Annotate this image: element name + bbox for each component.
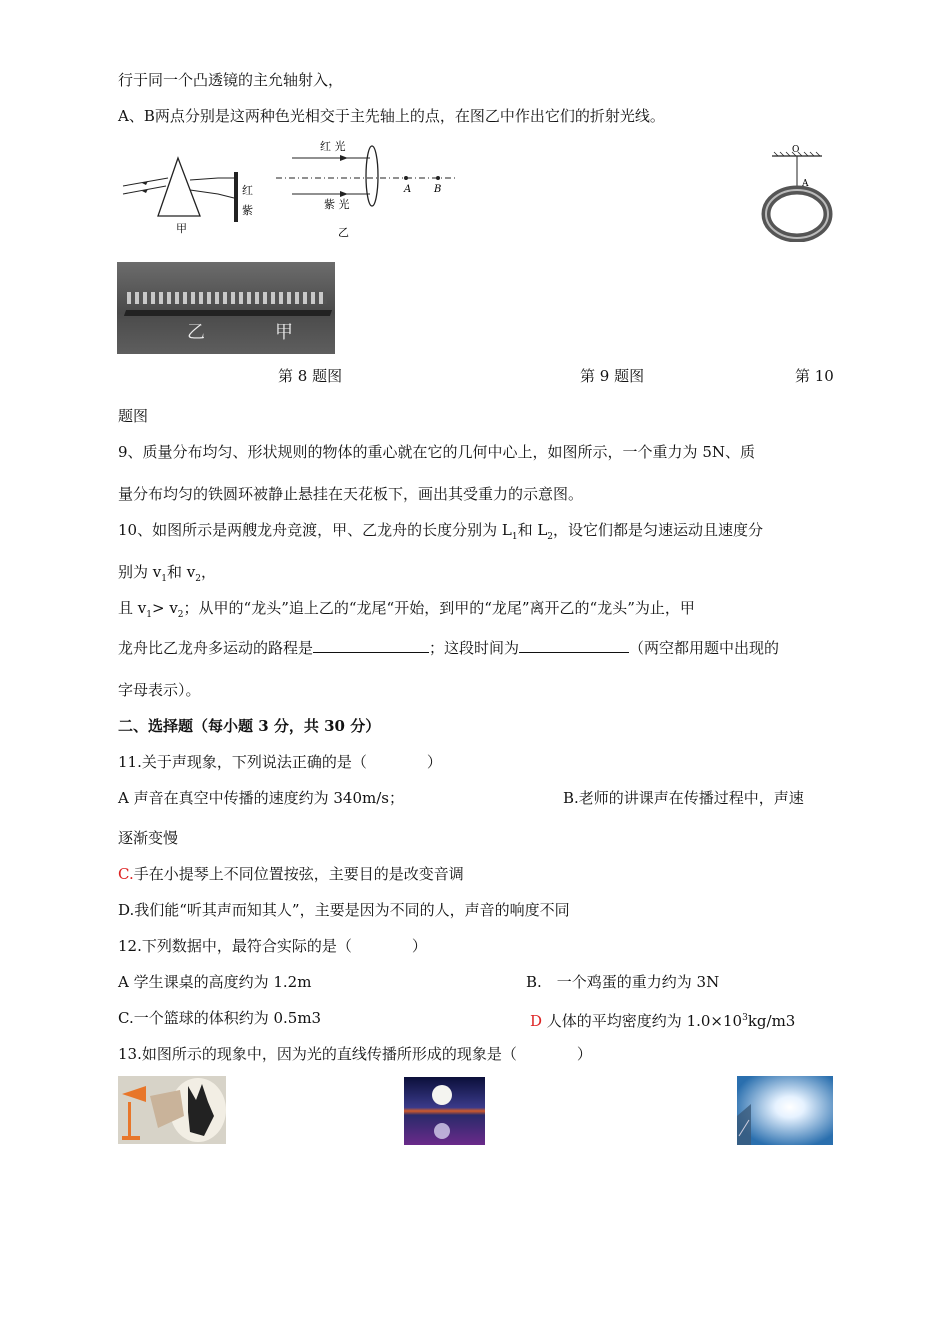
caption-fig8: 第 8 题图 bbox=[278, 367, 343, 385]
point-a-ring: A bbox=[802, 179, 809, 189]
q13-stem: 13.如图所示的现象中，因为光的直线传播所形成的现象是（ ） bbox=[118, 1045, 592, 1063]
text-line-1: 行于同一个凸透镜的主允轴射入， bbox=[118, 71, 344, 89]
q10-line-4: 龙舟比乙龙舟多运动的路程是 ；这段时间为 （两空都用题中出现的 bbox=[118, 639, 780, 657]
boat-jia-label: 甲 bbox=[275, 322, 293, 343]
red-light-label: 红 光 bbox=[320, 140, 346, 153]
q12-stem: 12.下列数据中，最符合实际的是（ ） bbox=[118, 937, 427, 955]
text-line-2: A、B两点分别是这两种色光相交于主先轴上的点，在图乙中作出它们的折射光线。 bbox=[118, 107, 665, 125]
dragon-boat-photo bbox=[117, 262, 335, 354]
q10-line-3: 且 $v_1> v_2$；从甲的“龙头”追上乙的“龙尾“开始，到甲的“龙尾”离开乙的“龙头”为止，甲 bbox=[118, 599, 695, 620]
point-o: O bbox=[792, 145, 800, 155]
prism-label: 甲 bbox=[176, 222, 187, 235]
hand-shadow-photo bbox=[118, 1076, 226, 1144]
q12-option-d: D 人体的平均密度约为 $1.0\times 10^3kg/m3$ bbox=[530, 1012, 796, 1030]
purple-label: 紫 bbox=[242, 204, 253, 217]
q11-option-c: C.手在小提琴上不同位置按弦，主要目的是改变音调 bbox=[118, 865, 464, 883]
q9-line-2: 量分布均匀的铁圆环被静止悬挂在天花板下，画出其受重力的示意图。 bbox=[118, 485, 584, 503]
red-label: 红 bbox=[242, 184, 253, 197]
caption-fig9: 第 9 题图 bbox=[580, 367, 645, 385]
q11-option-d: D.我们能“听其声而知其人”，主要是因为不同的人，声音的响度不同 bbox=[118, 901, 570, 919]
section-2-title: 二、选择题（每小题 3 分，共 30 分） bbox=[118, 717, 381, 735]
q10-blank-distance[interactable] bbox=[313, 638, 429, 653]
point-b: B bbox=[434, 184, 442, 195]
point-a: A bbox=[404, 184, 412, 195]
q10-line-1: 10、如图所示是两艘龙舟竞渡，甲、乙龙舟的长度分别为 $L_1$和 $L_2$，设它们都是匀速运动且速度分 bbox=[118, 521, 764, 542]
q11-option-a: A 声音在真空中传播的速度约为 340m/s； bbox=[118, 789, 404, 807]
q12-option-c: C.一个篮球的体积约为 0.5m3 bbox=[118, 1009, 322, 1027]
prism-figure bbox=[118, 150, 258, 240]
iron-ring-figure bbox=[758, 142, 838, 242]
q12-option-a: A 学生课桌的高度约为 1.2m bbox=[118, 973, 312, 991]
moon-reflection-photo bbox=[404, 1077, 485, 1145]
q11-option-b-cont: 逐渐变慢 bbox=[118, 829, 179, 847]
caption-fig10-a: 第 10 bbox=[795, 367, 834, 385]
boat-yi-label: 乙 bbox=[187, 322, 205, 343]
q9-line-1: 9、质量分布均匀、形状规则的物体的重心就在它的几何中心上，如图所示，一个重力为 5N、质 bbox=[118, 443, 755, 461]
q11-stem: 11.关于声现象，下列说法正确的是（ ） bbox=[118, 753, 442, 771]
caption-fig10-b: 题图 bbox=[118, 407, 149, 425]
sunlight-photo bbox=[737, 1076, 833, 1145]
q10-line-5: 字母表示）。 bbox=[118, 681, 201, 699]
lens-figure bbox=[270, 136, 465, 242]
q12-option-b: B. 一个鸡蛋的重力约为 3N bbox=[526, 973, 720, 991]
q10-line-2: 别为 $v_1$和 $v_2$， bbox=[118, 563, 216, 584]
lens-label: 乙 bbox=[338, 226, 349, 239]
q11-option-b: B.老师的讲课声在传播过程中，声速 bbox=[563, 789, 804, 807]
purple-light-label: 紫 光 bbox=[324, 198, 350, 211]
q10-blank-time[interactable] bbox=[519, 638, 629, 653]
